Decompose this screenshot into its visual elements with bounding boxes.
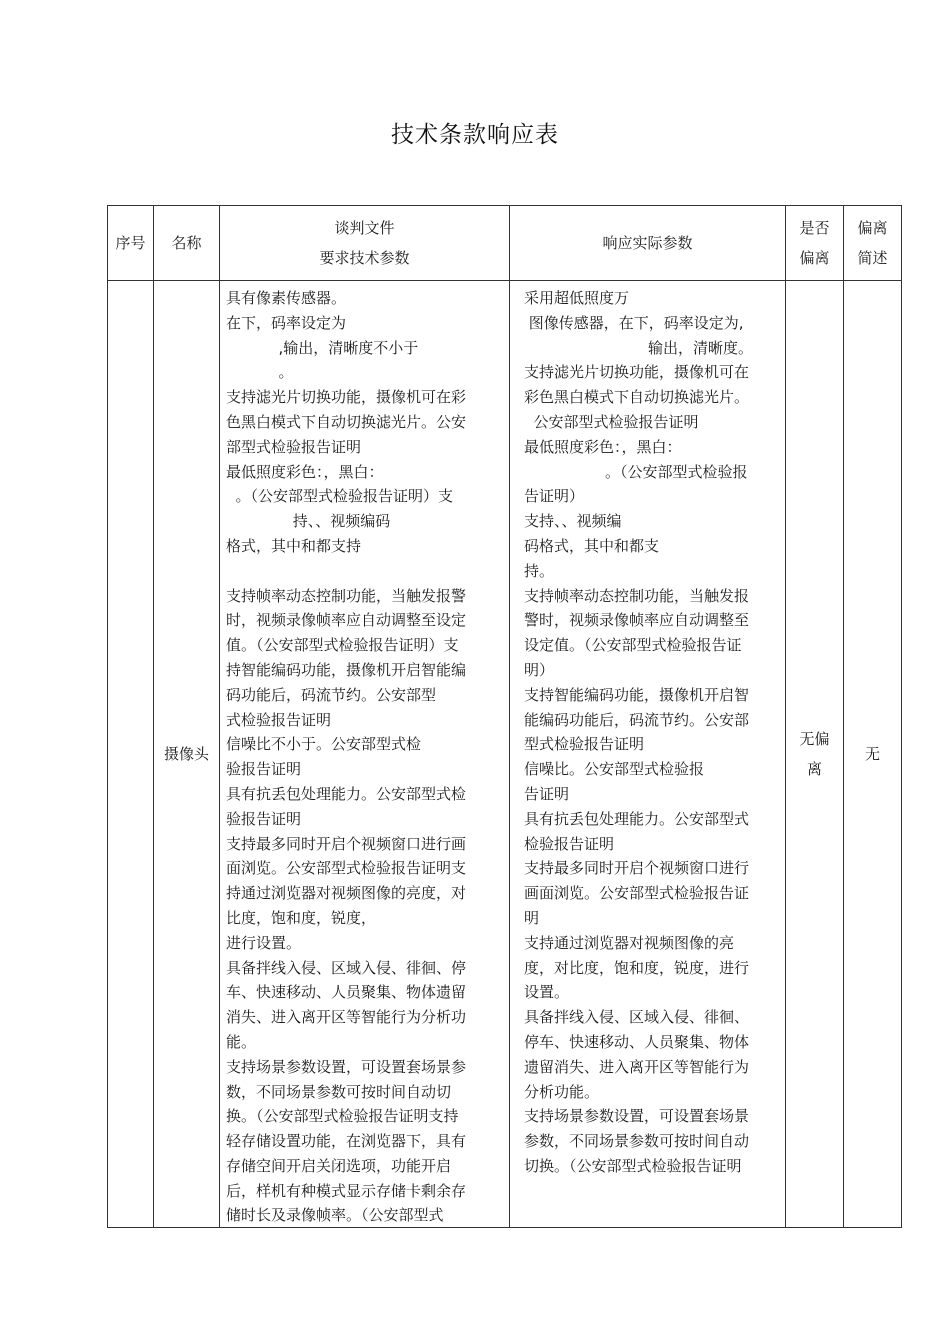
text-line: 。	[226, 363, 294, 382]
text-line: 具有抗丢包处理能力。公安部型式	[524, 809, 750, 828]
column-divider	[219, 206, 220, 1227]
header-description	[844, 206, 901, 280]
text-line: 最低照度彩色：，黑白：	[226, 462, 384, 481]
text-line: 支持智能编码功能，摄像机开启智	[524, 685, 750, 704]
text-line: 告证明）	[524, 487, 585, 506]
text-line: 式检验报告证明	[226, 710, 332, 729]
text-line: 持。	[524, 561, 555, 580]
text-line: 告证明	[524, 784, 570, 803]
text-line: 图像传感器，在下，码率设定为,	[524, 313, 744, 332]
text-line: 彩色黑白模式下自动切换滤光片。	[524, 388, 750, 407]
text-line: 公安部型式检验报告证明	[524, 412, 699, 431]
text-line: 车、快速移动、人员聚集、物体遗留	[226, 983, 467, 1002]
text-line: 遗留消失、进入离开区等智能行为	[524, 1057, 750, 1076]
column-divider	[509, 206, 510, 1227]
header-deviation-line2: 偏离	[799, 249, 830, 267]
text-line: 具备拌线入侵、区域入侵、徘徊、停	[226, 958, 467, 977]
text-line: 存储空间开启关闭选项，功能开启	[226, 1156, 452, 1175]
row-description-label: 无	[864, 745, 880, 763]
text-line: 支持滤光片切换功能，摄像机可在	[524, 363, 750, 382]
text-line: 格式，其中和都支持	[226, 536, 362, 555]
text-line: 停车、快速移动、人员聚集、物体	[524, 1032, 750, 1051]
text-line: 在下，码率设定为	[226, 313, 347, 332]
text-line: 设置。	[524, 983, 570, 1002]
text-line: 警时，视频录像帧率应自动调整至	[524, 611, 750, 630]
text-line: 输出，清晰度。	[524, 338, 753, 357]
header-response	[510, 206, 785, 280]
text-line: 能。	[226, 1032, 257, 1051]
header-response-label: 响应实际参数	[602, 234, 693, 252]
text-line: 画面浏览。公安部型式检验报告证	[524, 884, 750, 903]
text-line: 支持滤光片切换功能，摄像机可在彩	[226, 388, 467, 407]
header-description-line2: 简述	[857, 249, 888, 267]
text-line: 进行设置。	[226, 933, 302, 952]
text-line: 验报告证明	[226, 809, 302, 828]
text-line: 参数，不同场景参数可按时间自动	[524, 1132, 750, 1151]
header-requirement-line1: 谈判文件	[334, 219, 395, 237]
text-line: 消失、进入离开区等智能行为分析功	[226, 1008, 467, 1027]
text-line: 支持最多同时开启个视频窗口进行画	[226, 834, 467, 853]
text-line: 支持帧率动态控制功能，当触发报	[524, 586, 750, 605]
text-line: 信噪比不小于。公安部型式检	[226, 735, 422, 754]
text-line: 能编码功能后，码流节约。公安部	[524, 710, 750, 729]
text-line: 设定值。（公安部型式检验报告证	[524, 636, 742, 655]
text-line: 度，对比度，饱和度，锐度，进行	[524, 958, 750, 977]
text-line: 最低照度彩色：，黑白：	[524, 437, 682, 456]
text-line: 支持场景参数设置，可设置套场景参	[226, 1057, 467, 1076]
text-line: 支持帧率动态控制功能，当触发报警	[226, 586, 467, 605]
row-seq	[108, 281, 153, 1227]
header-deviation-line1: 是否	[799, 219, 830, 237]
text-line: 检验报告证明	[524, 834, 615, 853]
text-line: 时，视频录像帧率应自动调整至设定	[226, 611, 467, 630]
text-line: 值。（公安部型式检验报告证明）支	[226, 636, 459, 655]
text-line: ,输出，清晰度不小于	[226, 338, 419, 357]
header-name	[154, 206, 219, 280]
header-divider	[108, 280, 901, 281]
text-line: 轻存储设置功能，在浏览器下，具有	[226, 1132, 467, 1151]
text-line: 明	[524, 908, 540, 927]
text-line: 具有像素传感器。	[226, 289, 347, 307]
text-line: 支持通过浏览器对视频图像的亮	[524, 933, 735, 952]
text-line: 持、、视频编码	[226, 512, 391, 531]
text-line: 切换。（公安部型式检验报告证明	[524, 1156, 742, 1175]
text-line: 支持最多同时开启个视频窗口进行	[524, 859, 750, 878]
text-line: 具有抗丢包处理能力。公安部型式检	[226, 784, 467, 803]
row-name-label: 摄像头	[163, 745, 209, 763]
text-line: 持通过浏览器对视频图像的亮度，对	[226, 884, 467, 903]
header-requirement-line2: 要求技术参数	[319, 249, 410, 267]
text-line: 采用超低照度万	[524, 289, 630, 307]
text-line: 持智能编码功能，摄像机开启智能编	[226, 660, 467, 679]
text-line: 明）	[524, 660, 555, 679]
row-deviation	[786, 281, 843, 1227]
text-line: 色黑白模式下自动切换滤光片。公安	[226, 412, 467, 431]
header-deviation	[786, 206, 843, 280]
text-line: 。（公安部型式检验报告证明）支	[226, 487, 454, 506]
requirement-text	[226, 286, 508, 1228]
text-line: 具备拌线入侵、区域入侵、徘徊、	[524, 1008, 750, 1027]
text-line: 储时长及录像帧率。（公安部型式	[226, 1206, 444, 1225]
text-line: 面浏览。公安部型式检验报告证明支	[226, 859, 467, 878]
text-line: 型式检验报告证明	[524, 735, 645, 754]
row-name	[154, 281, 219, 1227]
header-seq-label: 序号	[115, 234, 146, 252]
response-text	[524, 286, 784, 1179]
header-seq	[108, 206, 153, 280]
text-line: 分析功能。	[524, 1082, 600, 1101]
text-line: 支持场景参数设置，可设置套场景	[524, 1107, 750, 1126]
header-description-line1: 偏离	[857, 219, 888, 237]
header-requirement	[220, 206, 509, 280]
text-line: 支持、、视频编	[524, 512, 622, 531]
technical-response-table	[107, 205, 902, 1228]
text-line: 码格式，其中和都支	[524, 536, 660, 555]
page-title: 技术条款响应表	[391, 122, 559, 148]
text-line: 后，样机有种模式显示存储卡剩余存	[226, 1181, 467, 1200]
text-line: 部型式检验报告证明	[226, 437, 362, 456]
row-description	[844, 281, 901, 1227]
text-line: 比度，饱和度，锐度，	[226, 908, 377, 927]
row-deviation-line2: 离	[806, 760, 822, 778]
text-line	[226, 559, 508, 584]
text-line: 换。（公安部型式检验报告证明支持	[226, 1107, 459, 1126]
text-line: 信噪比。公安部型式检验报	[524, 760, 705, 779]
text-line: 验报告证明	[226, 760, 302, 779]
text-line: 数，不同场景参数可按时间自动切	[226, 1082, 452, 1101]
text-line: 。（公安部型式检验报	[524, 462, 748, 481]
header-name-label: 名称	[171, 234, 202, 252]
row-deviation-line1: 无偏	[799, 730, 830, 748]
text-line: 码功能后，码流节约。公安部型	[226, 685, 437, 704]
